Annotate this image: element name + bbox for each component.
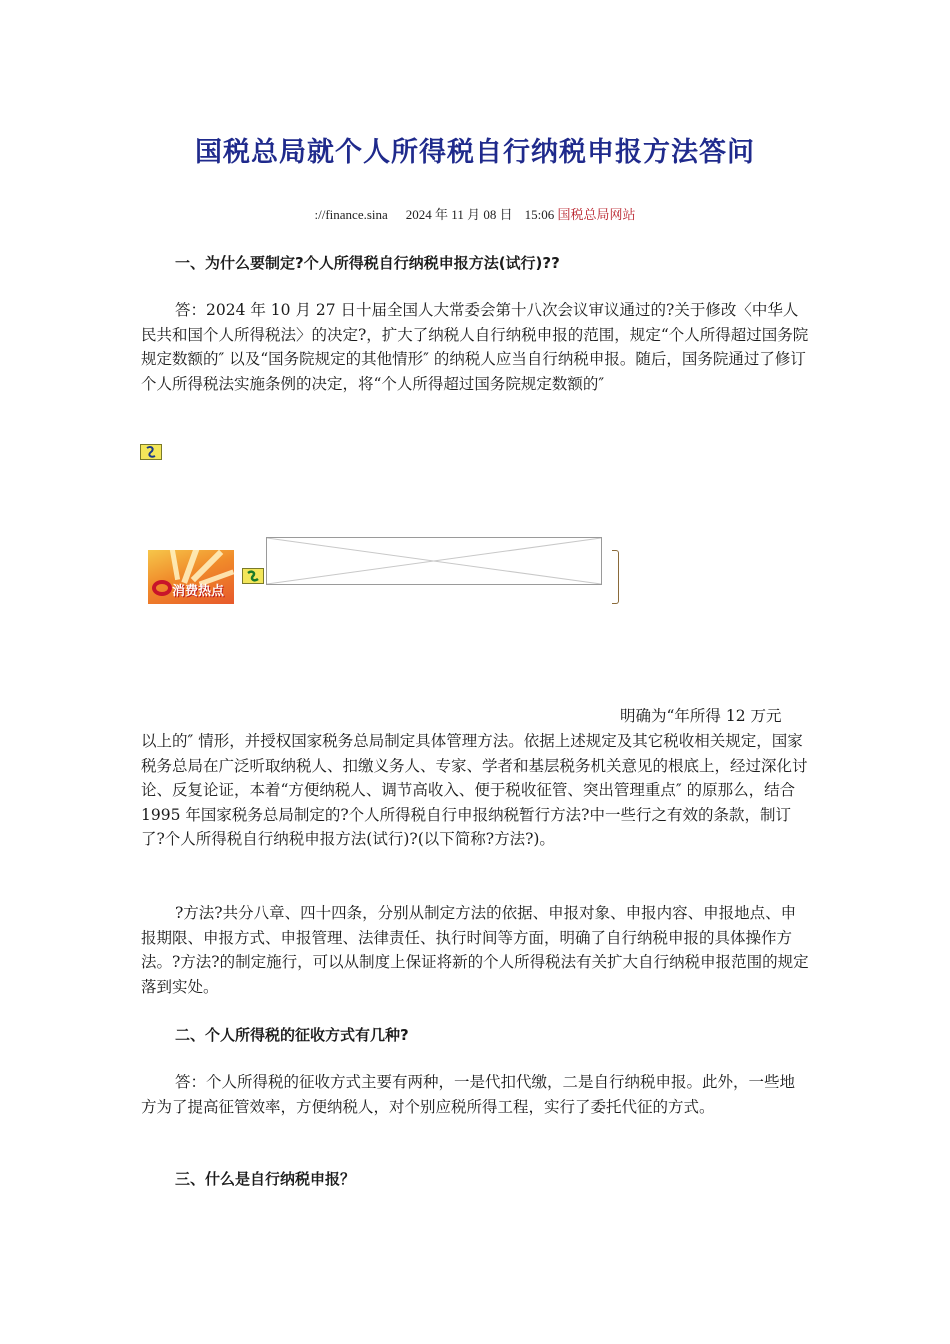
answer-1-continuation-text: 以上的″ 情形，并授权国家税务总局制定具体管理方法。依据上述规定及其它税收相关规定，国家税务总局在广泛听取纳税人、扣缴义务人、专家、学者和基层税务机关意见的根底上，经过深化讨论、反复论证，本着“方便纳税人、调节高收入、便于税收征管、突出管理重点″ 的原那么，结合 1995 年国家税务总局制定的?个人所得税自行申报纳税暂行方法?中一些行之有效的条款，制订了?个人所得税自行纳税申报方法(试行)?(以下简称?方法?)。 xyxy=(141,732,808,848)
meta-source-link[interactable]: 国税总局网站 xyxy=(557,207,636,222)
broken-image-placeholder xyxy=(266,537,602,585)
article-meta xyxy=(0,204,950,223)
meta-url: ://finance.sina xyxy=(314,207,388,222)
banner-logo-icon xyxy=(152,580,172,596)
answer-1-method-text: ?方法?共分八章、四十四条，分别从制定方法的依据、申报对象、申报内容、申报地点、申报期限、申报方式、申报管理、法律责任、执行时间等方面，明确了自行纳税申报的具体操作方法。?方法?的制定施行，可以从制度上保证将新的个人所得税法有关扩大自行纳税申报范围的规定落到实处。 xyxy=(141,904,809,996)
consumer-hotspot-banner[interactable] xyxy=(148,550,234,604)
ad-frame-edge xyxy=(612,550,619,604)
answer-1-continuation-lead: 明确为“年所得 12 万元 xyxy=(620,707,782,725)
answer-1-paragraph xyxy=(141,298,809,396)
broken-image-icon xyxy=(267,538,601,584)
meta-time: 15:06 xyxy=(524,207,555,222)
question-1-heading: 一、为什么要制定?个人所得税自行纳税申报方法(试行)?? xyxy=(175,254,560,272)
answer-2-text: 答：个人所得税的征收方式主要有两种，一是代扣代缴，二是自行纳税申报。此外，一些地方为了提高征管效率，方便纳税人，对个别应税所得工程，实行了委托代征的方式。 xyxy=(141,1073,796,1116)
answer-2-paragraph xyxy=(141,1070,809,1119)
question-2-heading: 二、个人所得税的征收方式有几种? xyxy=(175,1026,409,1044)
answer-1-method-paragraph xyxy=(141,901,809,999)
embedded-object-icon[interactable] xyxy=(140,444,162,460)
banner-text: 消费热点 xyxy=(172,584,225,599)
page-title: 国税总局就个人所得税自行纳税申报方法答问 xyxy=(195,137,755,168)
answer-1-continuation xyxy=(141,729,809,852)
embedded-link-icon[interactable] xyxy=(242,568,264,584)
question-3-heading: 三、什么是自行纳税申报？ xyxy=(175,1170,356,1188)
answer-1-text: 答：2024 年 10 月 27 日十届全国人大常委会第十八次会议审议通过的?关于修改〈中华人民共和国个人所得税法〉的决定?，扩大了纳税人自行纳税申报的范围，规定“个人所得超过国务院规定数额的″ 以及“国务院规定的其他情形″ 的纳税人应当自行纳税申报。随后，国务院通过了修订个人所得税法实施条例的决定，将“个人所得超过国务院规定数额的″ xyxy=(141,301,809,393)
meta-date: 2024 年 11 月 08 日 xyxy=(405,207,513,222)
